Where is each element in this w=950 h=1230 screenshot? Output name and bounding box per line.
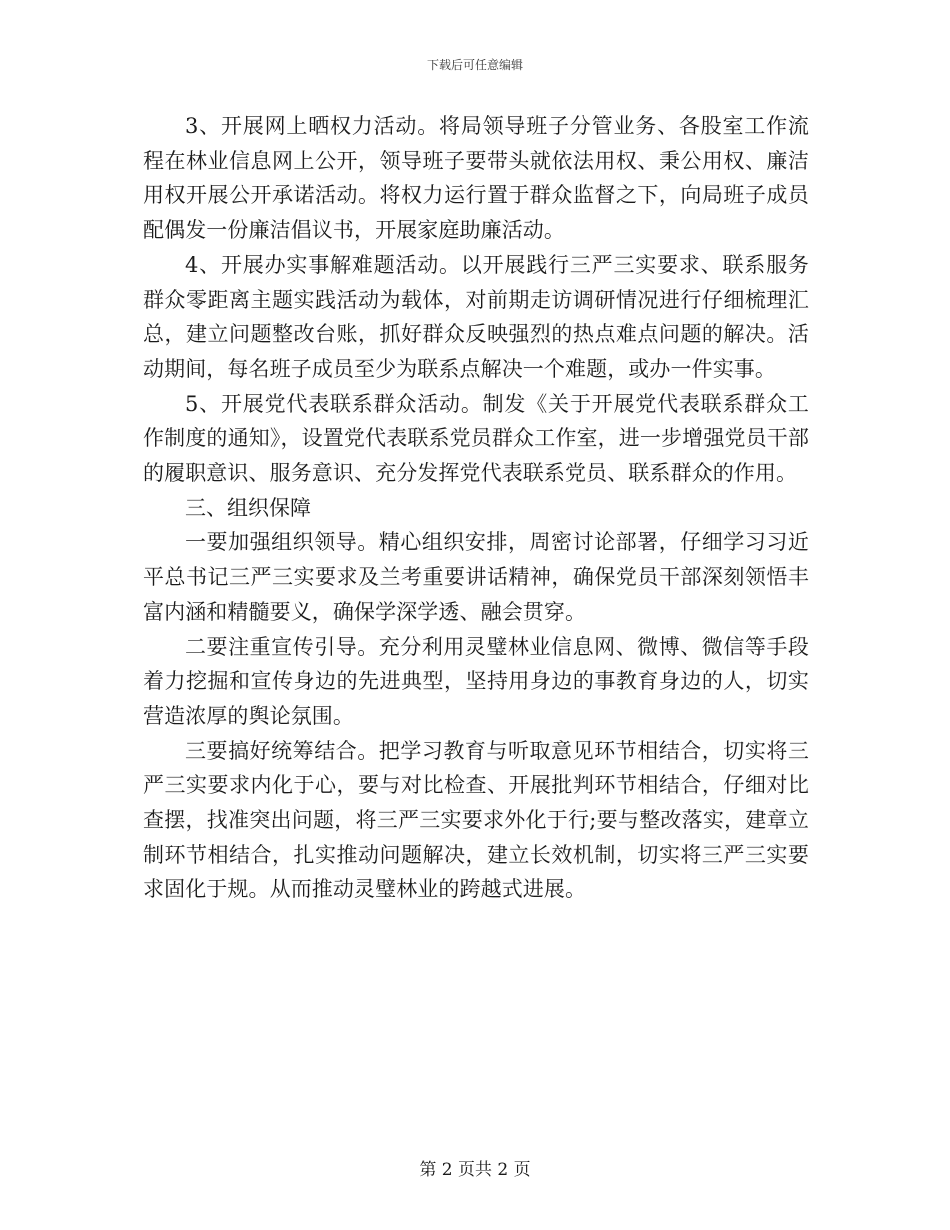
header-note: 下载后可任意编辑 bbox=[426, 58, 523, 72]
document-body bbox=[143, 109, 809, 907]
paragraph-item-4: 4、开展办实事解难题活动。以开展践行三严三实要求、联系服务群众零距离主题实践活动为载体，对前期走访调研情况进行仔细梳理汇总，建立问题整改台账，抓好群众反映强烈的热点难点问题的解决。活动期间，每名班子成员至少为联系点解决一个难题，或办一件实事。 bbox=[143, 252, 809, 381]
paragraph-item-3: 3、开展网上晒权力活动。将局领导班子分管业务、各股室工作流程在林业信息网上公开，领导班子要带头就依法用权、秉公用权、廉洁用权开展公开承诺活动。将权力运行置于群众监督之下，向局班子成员配偶发一份廉洁倡议书，开展家庭助廉活动。 bbox=[143, 114, 809, 243]
paragraph-publicity: 二要注重宣传引导。充分利用灵璧林业信息网、微博、微信等手段着力挖掘和宣传身边的先进典型，坚持用身边的事教育身边的人，切实营造浓厚的舆论氛围。 bbox=[143, 634, 809, 728]
page-footer: 第 2 页共 2 页 bbox=[419, 1160, 531, 1180]
paragraph-leadership: 一要加强组织领导。精心组织安排，周密讨论部署，仔细学习习近平总书记三严三实要求及兰考重要讲话精神，确保党员干部深刻领悟丰富内涵和精髓要义，确保学深学透、融会贯穿。 bbox=[143, 530, 809, 624]
paragraph-item-5: 5、开展党代表联系群众活动。制发《关于开展党代表联系群众工作制度的通知》，设置党代表联系党员群众工作室，进一步增强党员干部的履职意识、服务意识、充分发挥党代表联系党员、联系群众的作用。 bbox=[143, 391, 809, 486]
paragraph-coordination: 三要搞好统筹结合。把学习教育与听取意见环节相结合，切实将三严三实要求内化于心，要与对比检查、开展批判环节相结合，仔细对比查摆，找准突出问题，将三严三实要求外化于行;要与整改落实，建章立制环节相结合，扎实推动问题解决，建立长效机制，切实将三严三实要求固化于规。从而推动灵璧林业的跨越式进展。 bbox=[143, 738, 809, 902]
section-heading: 三、组织保障 bbox=[185, 495, 311, 520]
